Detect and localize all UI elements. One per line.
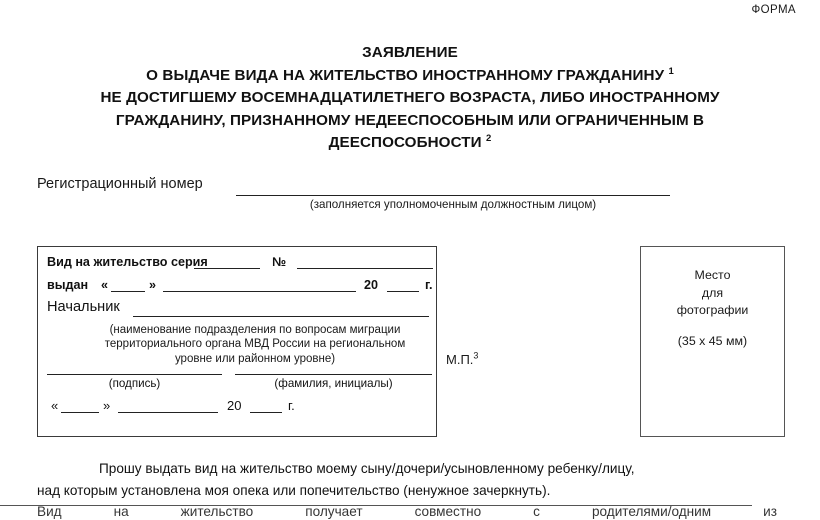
title-line-2 [55, 65, 765, 88]
permit-name-input[interactable] [235, 374, 432, 375]
permit-org-hint [86, 323, 424, 366]
body-paragraph-line-2: над которым установлена моя опека или попечительство (ненужное зачеркнуть). [37, 482, 551, 498]
stamp-place-marker [446, 352, 478, 367]
registration-number-row [0, 176, 820, 216]
permit-signature-input[interactable] [47, 374, 222, 375]
permit-number-input[interactable] [297, 253, 433, 269]
title-line-1: ЗАЯВЛЕНИЕ [362, 44, 458, 61]
title-line-4: ГРАЖДАНИНУ, ПРИЗНАННОМУ НЕДЕЕСПОСОБНЫМ ИЛИ ОГРАНИЧЕННЫМ В [115, 111, 705, 129]
residence-permit-box [37, 246, 437, 437]
permit-date2-day-input[interactable] [61, 397, 99, 413]
registration-number-label: Регистрационный номер [37, 176, 203, 192]
permit-date2-quote-close: » [103, 398, 111, 413]
title-footnote-1: 1 [668, 65, 674, 77]
permit-issued-quote-close: » [149, 278, 157, 292]
stamp-footnote-3: 3 [473, 350, 479, 361]
photo-size-label: (35 х 45 мм) [677, 333, 748, 348]
permit-issued-year-prefix: 20 [364, 278, 379, 292]
permit-date2-year-prefix: 20 [227, 398, 242, 413]
photo-text-line-2: для [701, 285, 724, 300]
clipped-word: Вид [37, 504, 62, 519]
clipped-word: с [533, 504, 540, 519]
clipped-word: из [763, 504, 777, 519]
permit-chief-row [47, 299, 432, 321]
permit-org-hint-line-1: (наименование подразделения по вопросам миграции [109, 324, 401, 336]
permit-date2-quote-open: « [51, 398, 59, 413]
permit-signature-caption: (подпись) [108, 377, 161, 390]
photo-placeholder-box[interactable] [640, 246, 785, 437]
title-line-5-text: ДЕЕСПОСОБНОСТИ [328, 134, 482, 152]
permit-chief-label: Начальник [47, 299, 120, 315]
title-footnote-2: 2 [486, 133, 492, 145]
permit-chief-input[interactable] [133, 301, 429, 317]
page-bottom-edge-rule [0, 505, 752, 506]
clipped-word: жительство [180, 504, 254, 519]
clipped-word: совместно [414, 504, 482, 519]
permit-issued-year-input[interactable] [387, 276, 419, 292]
stamp-place-label: М.П. [446, 352, 474, 367]
document-title-block [55, 42, 765, 155]
permit-signature-lines [47, 374, 432, 376]
permit-series-row [47, 253, 432, 273]
title-line-3: НЕ ДОСТИГШЕМУ ВОСЕМНАДЦАТИЛЕТНЕГО ВОЗРАСТА, ЛИБО ИНОСТРАННОМУ [100, 89, 720, 107]
clipped-body-line [37, 504, 777, 520]
body-paragraph [37, 458, 777, 501]
permit-issued-label: выдан [47, 278, 89, 292]
permit-issued-year-suffix: г. [425, 278, 433, 292]
form-code-label: ФОРМА [751, 4, 796, 16]
permit-issued-day-input[interactable] [111, 276, 145, 292]
permit-date2-year-suffix: г. [288, 398, 295, 413]
clipped-word: родителями/одним [591, 504, 712, 519]
permit-series-label: Вид на жительство серия [47, 255, 208, 269]
permit-org-hint-line-2: территориального органа МВД России на региональном [104, 338, 406, 351]
title-line-2-text: О ВЫДАЧЕ ВИДА НА ЖИТЕЛЬСТВО ИНОСТРАННОМУ ГРАЖДАНИНУ [146, 66, 665, 84]
permit-second-date-row [47, 397, 432, 417]
photo-text-line-1: Место [694, 268, 731, 282]
permit-issued-quote-open: « [101, 278, 109, 292]
permit-name-caption: (фамилия, инициалы) [274, 377, 393, 390]
clipped-word: на [113, 504, 129, 519]
body-paragraph-line-1: Прошу выдать вид на жительство моему сыну/дочери/усыновленному ребенку/лицу, [99, 461, 635, 476]
permit-date2-year-input[interactable] [250, 397, 282, 413]
photo-placeholder-text [641, 267, 784, 320]
clipped-word: получает [305, 504, 363, 519]
title-line-5 [55, 132, 765, 155]
permit-number-symbol: № [272, 255, 287, 269]
registration-number-hint: (заполняется уполномоченным должностным лицом) [309, 198, 597, 211]
permit-date2-month-input[interactable] [118, 397, 218, 413]
photo-text-line-3: фотографии [676, 303, 749, 318]
permit-issued-row [47, 276, 432, 296]
permit-issued-month-input[interactable] [163, 276, 356, 292]
permit-series-input[interactable] [194, 253, 260, 269]
permit-signature-captions [47, 377, 432, 395]
permit-org-hint-line-3: уровне или районном уровне) [174, 352, 336, 365]
registration-number-input[interactable] [236, 195, 670, 196]
